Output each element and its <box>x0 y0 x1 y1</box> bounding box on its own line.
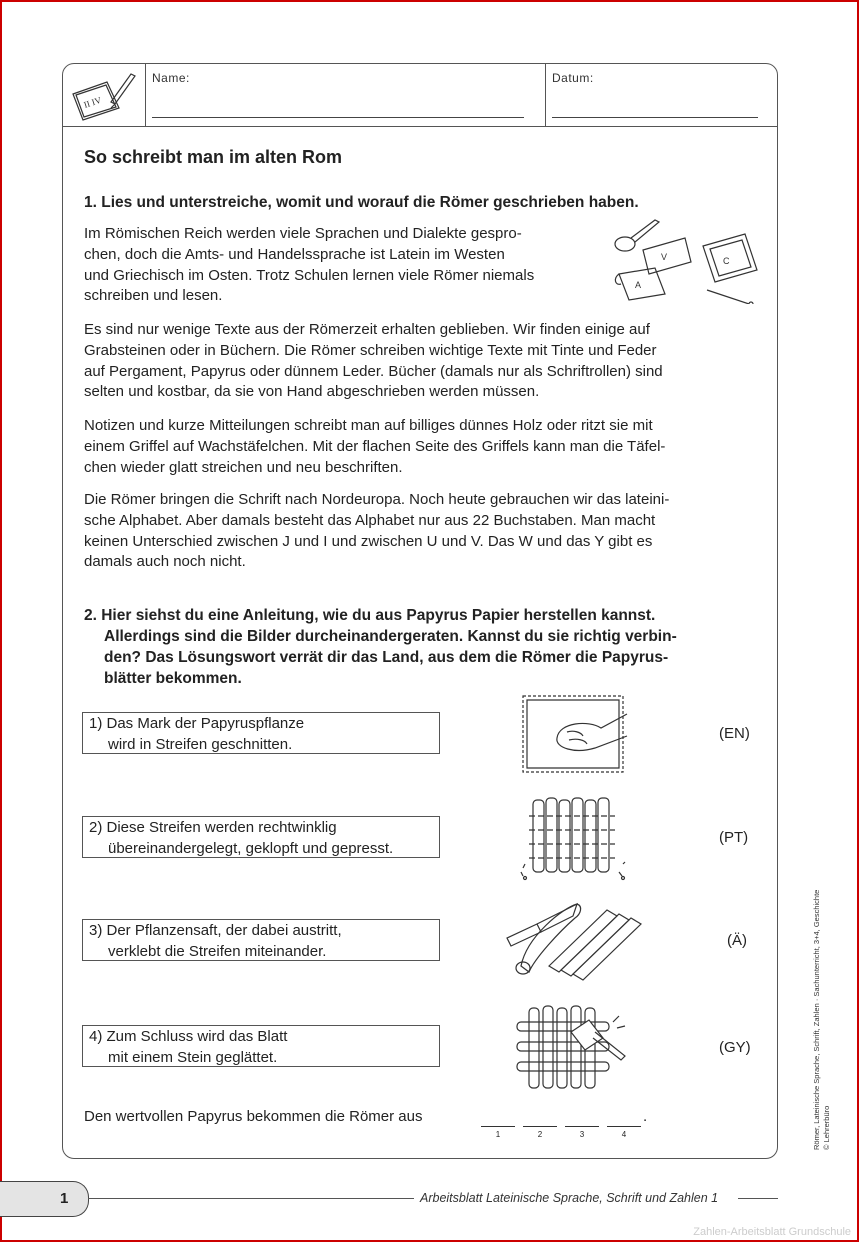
text-line: Die Römer bringen die Schrift nach Nordeuropa. Noch heute gebrauchen wir das lateini- <box>84 491 670 508</box>
text-line: Notizen und kurze Mitteilungen schreibt man auf billiges dünnes Holz oder ritzt sie mit <box>84 417 653 434</box>
text-line: sche Alphabet. Aber damals besteht das Alphabet nur aus 22 Buchstaben. Man macht <box>84 511 656 529</box>
writing-tablet-icon <box>63 64 145 126</box>
svg-text:V: V <box>661 252 668 262</box>
text-line: chen, doch die Amts- und Handelssprache ist Latein im Westen <box>84 245 505 263</box>
blank-number: 4 <box>621 1130 627 1139</box>
footer-title: Arbeitsblatt Lateinische Sprache, Schrift und Zahlen 1 <box>420 1191 719 1205</box>
task1-heading: 1. Lies und unterstreiche, womit und worauf die Römer geschrieben haben. <box>84 194 639 211</box>
answer-blank-3[interactable] <box>565 1126 599 1127</box>
footer-rule-left <box>88 1198 414 1199</box>
text-line: Im Römischen Reich werden viele Sprachen und Dialekte gespro- <box>84 225 522 242</box>
step-box-2[interactable] <box>82 816 440 858</box>
answer-period: . <box>643 1108 648 1125</box>
footer-rule-right <box>738 1198 778 1199</box>
paragraph-2 <box>84 320 752 403</box>
answer-blank-4[interactable] <box>607 1126 641 1127</box>
answer-blank-1[interactable] <box>481 1126 515 1127</box>
text-line: auf Pergament, Papyrus oder dünnem Leder. Bücher (damals nur als Schriftrollen) sind <box>84 362 663 380</box>
code-label-3: (Ä) <box>727 932 747 949</box>
step-text: 1) Das Mark der Papyruspflanze <box>89 715 305 732</box>
step-text: übereinandergelegt, geklopft und gepresst. <box>108 839 394 857</box>
date-label: Datum: <box>552 71 594 85</box>
code-label-2: (PT) <box>719 829 749 846</box>
paragraph-3 <box>84 416 752 478</box>
side-line: Römer, Lateinische Sprache, Schrift, Zahlen · Sachunterricht, 3+4, Geschichte <box>812 889 821 1150</box>
footer-page-tab <box>0 1181 89 1217</box>
step-text: 2) Diese Streifen werden rechtwinklig <box>89 819 337 836</box>
text-line: Es sind nur wenige Texte aus der Römerzeit erhalten geblieben. Wir finden einige auf <box>84 321 650 338</box>
svg-text:A: A <box>635 280 642 290</box>
step-text: wird in Streifen geschnitten. <box>108 735 293 753</box>
name-line <box>152 117 524 118</box>
text-line: Grabsteinen oder in Büchern. Die Römer schreiben wichtige Texte mit Tinte und Feder <box>84 341 657 359</box>
crossed-strips-illustration[interactable] <box>519 794 631 882</box>
date-field[interactable] <box>545 64 777 126</box>
name-label: Name: <box>152 71 190 85</box>
step-text: verklebt die Streifen miteinander. <box>108 942 327 960</box>
answer-blank-2[interactable] <box>523 1126 557 1127</box>
text-line: keinen Unterschied zwischen J und I und zwischen U und V. Das W und das Y gibt es <box>84 532 653 550</box>
side-copyright <box>812 890 832 1150</box>
task2-line: Allerdings sind die Bilder durcheinandergeraten. Kannst du sie richtig verbin- <box>104 628 677 645</box>
worksheet <box>62 63 778 1159</box>
paragraph-4 <box>84 490 752 573</box>
writing-materials-illustration <box>611 212 779 304</box>
knife-and-strips-illustration[interactable] <box>503 896 645 986</box>
smoothing-sheet-illustration[interactable] <box>519 692 631 776</box>
task2-heading <box>84 605 677 689</box>
code-label-4: (GY) <box>719 1039 751 1056</box>
logo-box <box>63 64 146 126</box>
step-box-3[interactable] <box>82 919 440 961</box>
page-title: So schreibt man im alten Rom <box>84 147 343 167</box>
step-box-1[interactable] <box>82 712 440 754</box>
page-number: 1 <box>60 1190 69 1207</box>
text-line: einem Griffel auf Wachstäfelchen. Mit der flachen Seite des Griffels kann man die Täfel- <box>84 437 666 455</box>
hammering-strips-illustration[interactable] <box>513 1002 631 1094</box>
header-row <box>63 64 777 127</box>
code-label-1: (EN) <box>719 725 750 742</box>
text-line: schreiben und lesen. <box>84 287 223 305</box>
svg-text:II IV: II IV <box>82 94 103 110</box>
text-line: und Griechisch im Osten. Trotz Schulen lernen viele Römer niemals <box>84 266 535 284</box>
date-line <box>552 117 758 118</box>
task2-line: blätter bekommen. <box>104 670 242 687</box>
task2-line: 2. Hier siehst du eine Anleitung, wie du aus Papyrus Papier herstellen kannst. <box>84 607 656 624</box>
task2-line: den? Das Lösungswort verrät dir das Land, aus dem die Römer die Papyrus- <box>104 649 669 666</box>
step-text: 4) Zum Schluss wird das Blatt <box>89 1028 288 1045</box>
text-line: selten und kostbar, da sie von Hand abgeschrieben werden müssen. <box>84 383 540 401</box>
watermark: Zahlen-Arbeitsblatt Grundschule <box>693 1226 851 1238</box>
svg-text:C: C <box>723 256 730 266</box>
step-box-4[interactable] <box>82 1025 440 1067</box>
side-line: © Lehrerbüro <box>822 1105 831 1150</box>
step-text: 3) Der Pflanzensaft, der dabei austritt, <box>89 922 342 939</box>
step-text: mit einem Stein geglättet. <box>108 1048 278 1066</box>
name-field[interactable] <box>145 64 546 126</box>
blank-number: 1 <box>495 1130 501 1139</box>
answer-sentence: Den wertvollen Papyrus bekommen die Römer aus <box>84 1108 423 1125</box>
blank-number: 3 <box>579 1130 585 1139</box>
blank-number: 2 <box>537 1130 543 1139</box>
text-line: chen wieder glatt streichen und neu beschriften. <box>84 458 403 476</box>
text-line: damals auch noch nicht. <box>84 553 246 571</box>
